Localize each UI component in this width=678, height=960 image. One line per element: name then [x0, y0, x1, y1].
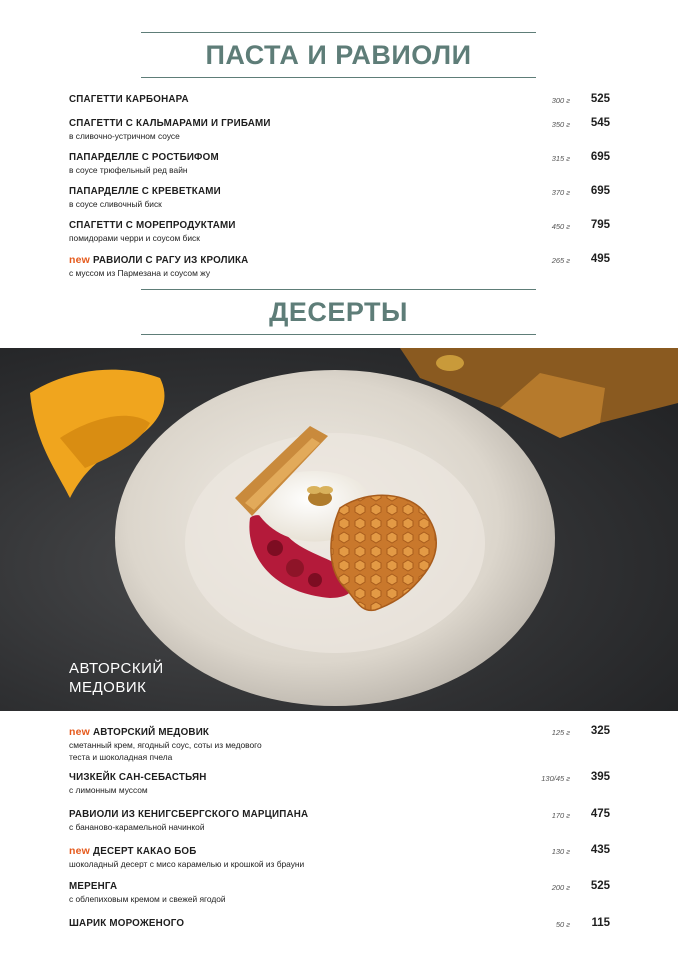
item-price: 495: [590, 253, 610, 265]
item-price: 695: [590, 151, 610, 163]
menu-item: [69, 152, 610, 176]
item-name: МЕРЕНГА: [69, 881, 118, 892]
photo-caption-line1: АВТОРСКИЙ: [69, 660, 164, 677]
new-badge: new: [69, 254, 91, 266]
item-description: с бананово-карамельной начинкой: [69, 822, 205, 832]
item-price: 475: [590, 808, 610, 820]
photo-caption-line2: МЕДОВИК: [69, 679, 147, 696]
item-price: 115: [591, 917, 610, 929]
item-price: 525: [590, 880, 610, 892]
item-weight: 130/45 г: [541, 774, 570, 783]
menu-item: [69, 186, 610, 210]
item-weight: 170 г: [551, 811, 570, 820]
item-weight: 315 г: [551, 154, 570, 163]
item-weight: 130 г: [551, 847, 570, 856]
dessert-photo-illustration: [0, 348, 678, 711]
item-weight: 265 г: [551, 256, 570, 265]
menu-item: [69, 809, 610, 833]
item-name: ПАПАРДЕЛЛЕ С РОСТБИФОМ: [69, 152, 219, 163]
section-title: ДЕСЕРТЫ: [269, 297, 408, 327]
menu-item: [69, 118, 610, 142]
menu-item: [69, 726, 610, 762]
item-name: new РАВИОЛИ С РАГУ ИЗ КРОЛИКА: [69, 254, 249, 266]
item-name: ПАПАРДЕЛЛЕ С КРЕВЕТКАМИ: [69, 186, 221, 197]
new-badge: new: [69, 726, 91, 738]
item-name: СПАГЕТТИ С КАЛЬМАРАМИ И ГРИБАМИ: [69, 118, 271, 129]
item-weight: 200 г: [551, 883, 570, 892]
item-name: new ДЕСЕРТ КАКАО БОБ: [69, 845, 197, 857]
item-price: 545: [590, 117, 610, 129]
item-weight: 370 г: [551, 188, 570, 197]
menu-item: [69, 94, 610, 106]
item-description: с муссом из Пармезана и соусом жу: [69, 268, 211, 278]
menu-item: [69, 254, 610, 279]
item-description: в сливочно-устричном соусе: [69, 131, 180, 141]
item-price: 525: [590, 93, 610, 105]
item-description: сметанный крем, ягодный соус, соты из медового: [69, 740, 262, 750]
item-weight: 450 г: [551, 222, 570, 231]
item-description: с лимонным муссом: [69, 785, 148, 795]
item-name: ЧИЗКЕЙК САН-СЕБАСТЬЯН: [69, 772, 207, 783]
item-name: СПАГЕТТИ КАРБОНАРА: [69, 94, 189, 105]
item-description-line2: теста и шоколадная пчела: [69, 751, 173, 762]
pasta-section-header: [141, 32, 536, 78]
item-price: 695: [590, 185, 610, 197]
item-description: с облепиховым кремом и свежей ягодой: [69, 894, 226, 904]
bottom-rule: [141, 334, 536, 335]
item-name: СПАГЕТТИ С МОРЕПРОДУКТАМИ: [69, 220, 236, 231]
item-weight: 350 г: [551, 120, 570, 129]
item-name: РАВИОЛИ ИЗ КЕНИГСБЕРГСКОГО МАРЦИПАНА: [69, 809, 309, 820]
dessert-photo: [0, 348, 678, 711]
menu-item: [69, 918, 610, 930]
item-name: new АВТОРСКИЙ МЕДОВИК: [69, 726, 210, 738]
item-weight: 300 г: [551, 96, 570, 105]
menu-item: [69, 881, 610, 905]
item-name: ШАРИК МОРОЖЕНОГО: [69, 918, 185, 929]
item-description: в соусе сливочный биск: [69, 199, 162, 209]
desserts-section-header: [141, 289, 536, 335]
section-title: ПАСТА И РАВИОЛИ: [205, 40, 472, 70]
item-price: 395: [590, 771, 610, 783]
item-description: в соусе трюфельный ред вайн: [69, 165, 188, 175]
item-weight: 50 г: [555, 920, 570, 929]
item-description: шоколадный десерт с мисо карамелью и крошкой из брауни: [69, 859, 305, 869]
item-weight: 125 г: [551, 728, 570, 737]
bottom-rule: [141, 77, 536, 78]
item-price: 435: [590, 844, 610, 856]
new-badge: new: [69, 845, 91, 857]
item-price: 795: [590, 219, 610, 231]
item-description: помидорами черри и соусом биск: [69, 233, 200, 243]
menu-item: [69, 845, 610, 870]
menu-item: [69, 220, 610, 244]
item-price: 325: [590, 725, 610, 737]
menu-item: [69, 772, 610, 796]
